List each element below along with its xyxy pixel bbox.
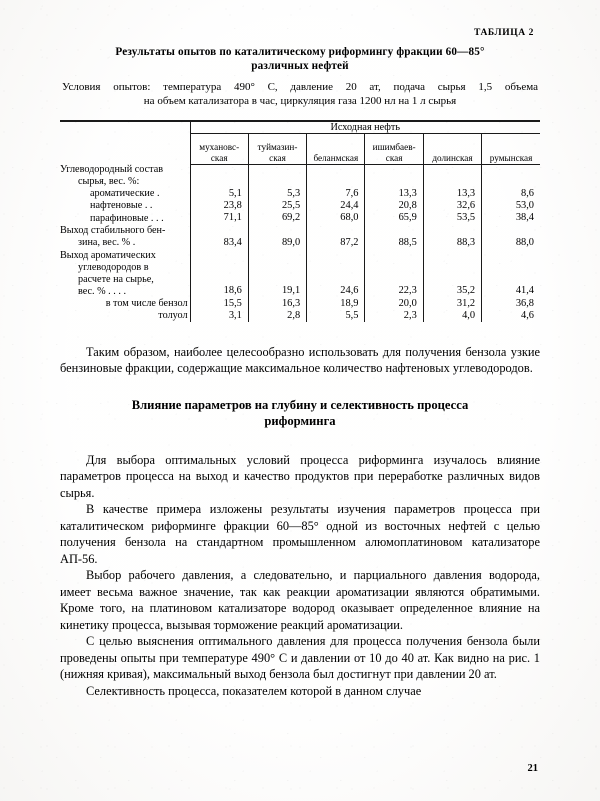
table-cell [423, 212, 481, 224]
paragraph-2: Для выбора оптимальных условий процесса риформинга изучалось влияние параметров процесса на выход и качество продуктов при переработке различных видов сырья. [60, 452, 540, 500]
table-cell [365, 188, 423, 200]
cell-value: 41,4 [515, 285, 534, 297]
table-cell [248, 298, 306, 310]
cell-value: 25,5 [281, 200, 301, 212]
cell-value: 18,9 [340, 297, 359, 309]
cell-spacer [191, 261, 248, 273]
cell-value: 4,6 [521, 309, 534, 321]
cell-value: 20,8 [398, 200, 417, 212]
table-cell [307, 298, 365, 310]
cell-value: 23,8 [223, 200, 242, 212]
row-label-line: Выход стабильного бен- [60, 225, 166, 237]
cell-value: 8,6 [521, 188, 534, 200]
table-cell [248, 164, 306, 188]
table-row-label [60, 212, 190, 224]
cell-value [365, 176, 422, 188]
table-cell [423, 188, 481, 200]
cell-spacer [191, 249, 248, 261]
cell-value: 2,8 [287, 309, 301, 321]
table-cell [307, 188, 365, 200]
cell-spacer [482, 225, 540, 237]
table-title-line1: Результаты опытов по каталитическому риформингу фракции 60—85° [115, 46, 485, 58]
cell-value: 53,0 [515, 200, 534, 212]
cell-spacer [307, 225, 364, 237]
cell-value: 16,3 [281, 297, 301, 309]
cell-spacer [249, 225, 306, 237]
row-label-line: парафиновые . . . [90, 212, 164, 224]
paragraph-1: Таким образом, наиболее целесообразно использовать для получения бензола узкие бензиновые фракции, содержащие максимальное количество нафтеновых углеводородов. [60, 344, 540, 376]
cell-value: 3,1 [228, 309, 242, 321]
cell-value: 24,4 [340, 200, 359, 212]
cell-value: 22,3 [398, 285, 417, 297]
row-label-line: сырья, вес. %: [78, 176, 140, 188]
table-cell [190, 249, 248, 298]
table-row-label [60, 200, 190, 212]
table-conditions-line2: на объем катализатора в час, циркуляция газа 1200 нл на 1 л сырья [143, 95, 457, 108]
page-content [60, 28, 540, 699]
cell-spacer [249, 249, 306, 261]
table-cell [248, 249, 306, 298]
col1-line2: ская [269, 152, 286, 163]
row-label-line: Углеводородный состав [60, 164, 164, 176]
paragraph-5: С целью выяснения оптимального давления для процесса получения бензола были проведены опыты при температуре 490° С и давлении от 10 до 40 ат. Как видно на рис. 1 (нижняя кривая), максимальный выход бензола был достигнут при давлении 20 ат. [60, 634, 540, 682]
cell-spacer [482, 261, 540, 273]
col2-line1: беланмская [313, 152, 359, 163]
table-row-label [60, 225, 190, 249]
cell-value: 15,5 [223, 297, 242, 309]
table-cell [190, 298, 248, 310]
col4-line1: долинская [432, 152, 473, 163]
table-cell [482, 225, 540, 249]
cell-spacer [365, 261, 422, 273]
row-label-line: зина, вес. % . [78, 236, 136, 248]
cell-value: 4,0 [462, 309, 476, 321]
cell-value [191, 176, 248, 188]
cell-value: 5,3 [287, 188, 301, 200]
table-cell [307, 164, 365, 188]
table-row [60, 212, 540, 224]
table-row [60, 298, 540, 310]
table-row-label [60, 164, 190, 188]
column-header-rumynskaya [482, 133, 540, 164]
table-column-header-row [60, 133, 540, 164]
table-cell [482, 200, 540, 212]
table-corner-cell [60, 122, 190, 134]
cell-value: 89,0 [281, 236, 301, 248]
cell-value: 13,3 [456, 188, 476, 200]
cell-value: 87,2 [340, 236, 359, 248]
cell-value: 53,5 [456, 212, 476, 224]
column-header-dolinskaya [423, 133, 481, 164]
cell-value: 69,2 [281, 212, 301, 224]
cell-spacer [482, 273, 540, 285]
section-heading-line1: Влияние параметров на глубину и селективность процесса [131, 397, 469, 412]
table-cell [190, 188, 248, 200]
table-cell [482, 298, 540, 310]
row-label-line: в том числе бензол [105, 297, 188, 309]
table-group-header: Исходная нефть [190, 122, 540, 134]
cell-value: 83,4 [223, 236, 242, 248]
col5-line1: румынская [489, 152, 533, 163]
table-cell [365, 225, 423, 249]
cell-value: 71,1 [223, 212, 242, 224]
row-label-line: ароматические . [90, 188, 160, 200]
page-footer [60, 752, 540, 772]
cell-spacer [424, 225, 481, 237]
table-title-line2: различных нефтей [251, 60, 349, 73]
cell-value: 68,0 [340, 212, 359, 224]
cell-spacer [307, 249, 364, 261]
section-heading [60, 397, 540, 430]
cell-value: 7,6 [345, 188, 359, 200]
table-conditions-line1: Условия опытов: температура 490° С, давление 20 ат, подача сырья 1,5 объема [62, 80, 538, 93]
table-group-header-row [60, 122, 540, 134]
cell-value: 18,6 [223, 285, 242, 297]
table-row [60, 225, 540, 249]
cell-value [424, 176, 481, 188]
row-label-line: толуол [158, 310, 188, 322]
cell-value: 5,5 [345, 309, 359, 321]
table-cell [307, 249, 365, 298]
cell-value: 2,3 [403, 309, 417, 321]
table-cell [482, 310, 540, 322]
table-row [60, 200, 540, 212]
paragraph-6: Селективность процесса, показателем которой в данном случае [86, 683, 422, 698]
cell-value: 5,1 [228, 188, 242, 200]
table-cell [423, 225, 481, 249]
row-label-line: вес. % . . . . [78, 285, 127, 297]
cell-value: 36,8 [515, 297, 534, 309]
table-cell [365, 200, 423, 212]
cell-spacer [482, 249, 540, 261]
cell-spacer [424, 261, 481, 273]
table-cell [423, 164, 481, 188]
row-label-line: углеводородов в [78, 261, 149, 273]
table-cell [190, 225, 248, 249]
cell-value [307, 176, 364, 188]
table-cell [365, 310, 423, 322]
results-table [60, 120, 540, 322]
table-row-label [60, 298, 190, 310]
cell-value [482, 176, 540, 188]
row-label-line: Выход ароматических [60, 249, 156, 261]
cell-spacer [365, 225, 422, 237]
column-header-belanmskaya [307, 133, 365, 164]
table-cell [365, 298, 423, 310]
table-corner-cell-2 [60, 133, 190, 164]
column-header-ishimbaevskaya [365, 133, 423, 164]
col1-line1: туймазин- [257, 141, 298, 152]
table-number-label: ТАБЛИЦА 2 [473, 28, 534, 38]
cell-value: 32,6 [456, 200, 476, 212]
table-row-label [60, 188, 190, 200]
table-cell [482, 188, 540, 200]
cell-value: 19,1 [281, 285, 301, 297]
table-row-label [60, 249, 190, 298]
table-cell [423, 249, 481, 298]
cell-spacer [424, 249, 481, 261]
paragraph-4: Выбор рабочего давления, а следовательно, и парциального давления водорода, имеет весьма важное значение, так как реакции ароматизации являются обратимыми. Кроме того, на платиновом катализаторе водород оказывает определенное влияние на кинетику процесса, вызывая торможение реакций ароматизации. [60, 568, 540, 632]
cell-value: 88,5 [398, 236, 417, 248]
cell-value: 35,2 [456, 285, 476, 297]
cell-spacer [424, 273, 481, 285]
table-row-label [60, 310, 190, 322]
col3-line2: ская [385, 152, 403, 163]
table-cell [482, 212, 540, 224]
table-cell [307, 310, 365, 322]
row-label-line: нафтеновые . . [90, 200, 153, 212]
table-body [60, 164, 540, 322]
cell-value: 88,3 [456, 236, 476, 248]
table-title [60, 45, 540, 74]
cell-spacer [365, 273, 422, 285]
table-cell [248, 310, 306, 322]
table-cell [248, 200, 306, 212]
table-cell [423, 200, 481, 212]
table-row [60, 188, 540, 200]
table-cell [365, 249, 423, 298]
table-cell [190, 212, 248, 224]
cell-value [249, 176, 306, 188]
table-row [60, 164, 540, 188]
table-cell [365, 164, 423, 188]
cell-spacer [191, 225, 248, 237]
paragraph-3: В качестве примера изложены результаты изучения параметров процесса при каталитическом риформинге фракции 60—85° одной из восточных нефтей с целью получения бензола на стандартном промышленном алюмоплатиновом катализаторе АП-56. [60, 502, 540, 566]
cell-value: 31,2 [456, 297, 476, 309]
cell-spacer [249, 261, 306, 273]
table-cell [307, 225, 365, 249]
table-cell [248, 225, 306, 249]
cell-value: 20,0 [398, 297, 417, 309]
table-row [60, 249, 540, 298]
table-cell [423, 298, 481, 310]
col3-line1: ишимбаев- [372, 141, 416, 152]
cell-value: 88,0 [515, 236, 534, 248]
table-cell [482, 164, 540, 188]
table-cell [307, 200, 365, 212]
row-label-line: расчете на сырье, [78, 273, 154, 285]
table-container [60, 120, 540, 322]
table-cell [365, 212, 423, 224]
cell-value: 24,6 [340, 285, 359, 297]
page-number: 21 [527, 763, 538, 774]
table-cell [248, 212, 306, 224]
col0-line2: ская [210, 152, 228, 163]
cell-value: 65,9 [398, 212, 417, 224]
section-heading-line2: риформинга [264, 414, 336, 429]
col0-line1: мухановс- [199, 141, 240, 152]
cell-value: 13,3 [398, 188, 417, 200]
table-cell [190, 310, 248, 322]
column-header-tuymazinskaya [248, 133, 306, 164]
table-row [60, 310, 540, 322]
table-cell [190, 200, 248, 212]
column-header-mukhanovskaya [190, 133, 248, 164]
body-text [60, 344, 540, 377]
body-text-2 [60, 452, 540, 700]
cell-spacer [365, 249, 422, 261]
cell-spacer [307, 261, 364, 273]
table-cell [482, 249, 540, 298]
cell-value: 38,4 [515, 212, 534, 224]
table-cell [423, 310, 481, 322]
table-cell [190, 164, 248, 188]
table-conditions [60, 80, 540, 109]
table-cell [307, 212, 365, 224]
table-head [60, 121, 540, 165]
table-cell [248, 188, 306, 200]
cell-spacer [307, 273, 364, 285]
cell-spacer [191, 273, 248, 285]
cell-spacer [249, 273, 306, 285]
